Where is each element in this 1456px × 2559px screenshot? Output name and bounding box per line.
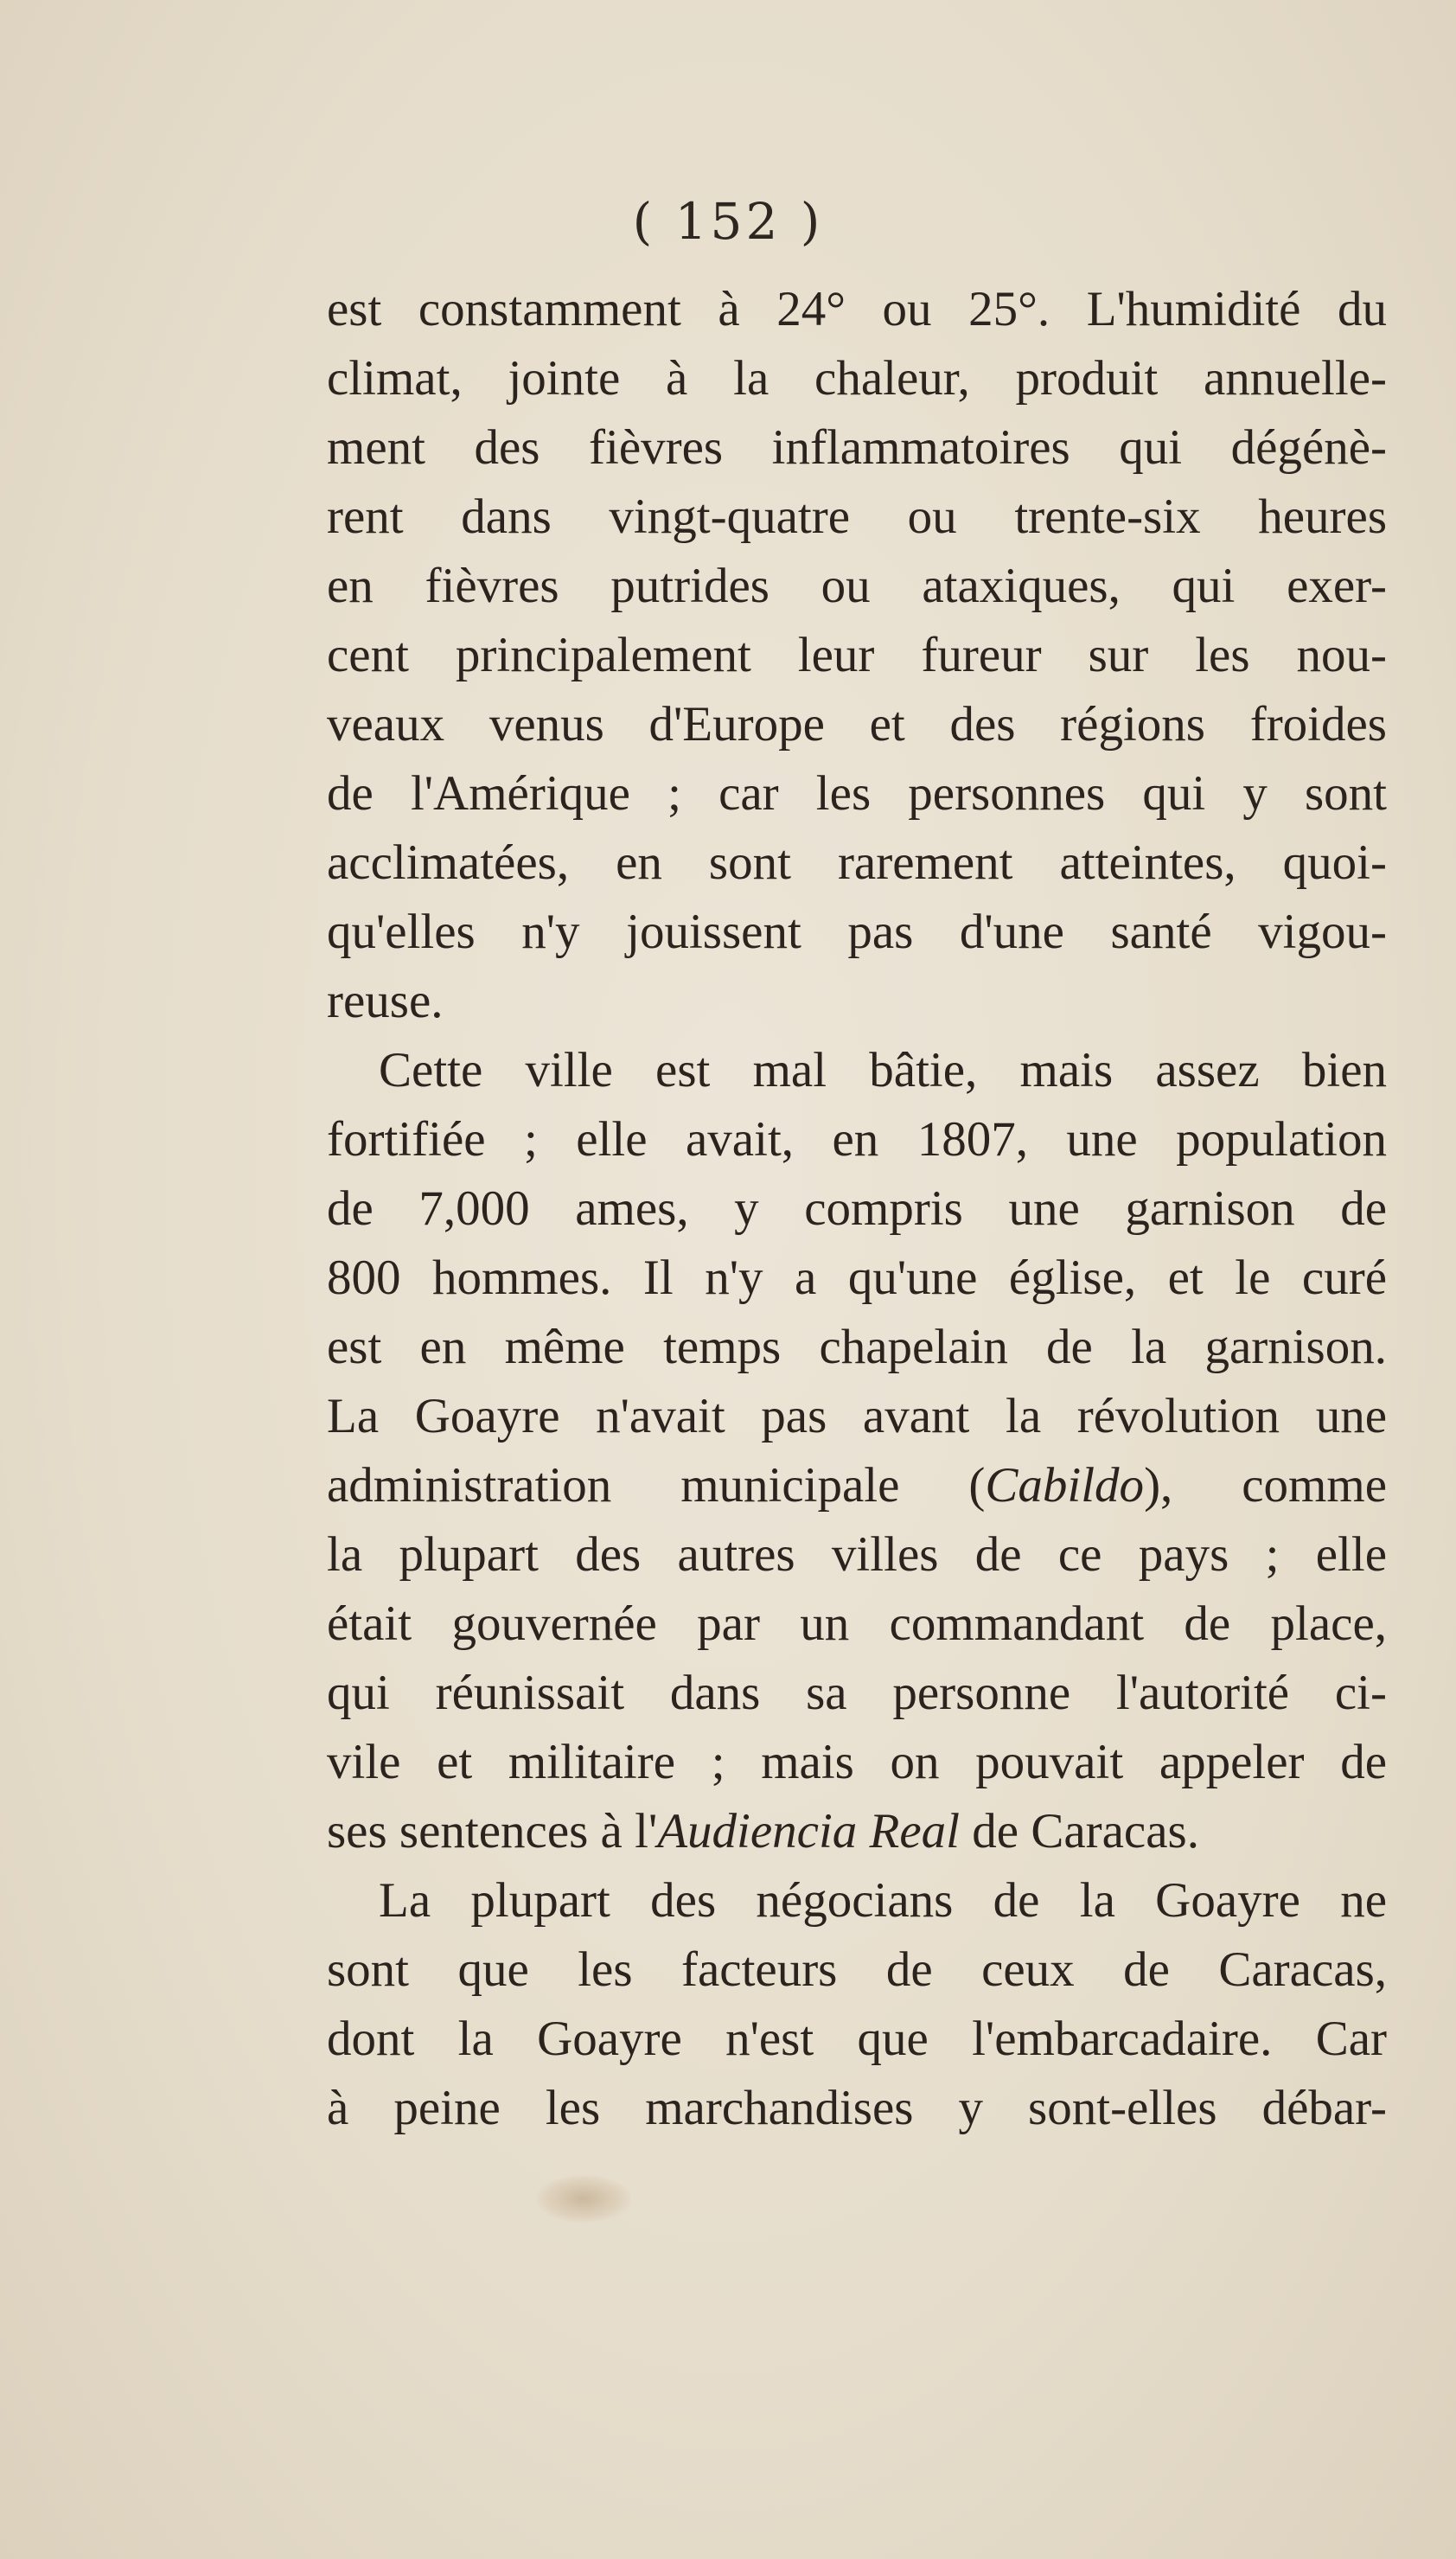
- text-line: ment des fièvres inflammatoires qui dégénè-: [327, 420, 1387, 475]
- text-line: de l'Amérique ; car les personnes qui y sont: [327, 766, 1387, 821]
- text-line-with-italic: [327, 1451, 1387, 1520]
- text-line-with-italic: [327, 1797, 1387, 1866]
- text-line: à peine les marchandises y sont-elles débar-: [327, 2081, 1387, 2135]
- text-line: qui réunissait dans sa personne l'autorité ci-: [327, 1666, 1387, 1720]
- text-line: de 7,000 ames, y compris une garnison de: [327, 1181, 1387, 1236]
- text-line: était gouvernée par un commandant de place,: [327, 1596, 1387, 1651]
- text-line: veaux venus d'Europe et des régions froides: [327, 697, 1387, 752]
- text-segment: de Caracas.: [960, 1804, 1199, 1858]
- text-line: est en même temps chapelain de la garnison.: [327, 1320, 1387, 1374]
- text-line: rent dans vingt-quatre ou trente-six heures: [327, 489, 1387, 544]
- text-line: qu'elles n'y jouissent pas d'une santé vigou-: [327, 905, 1387, 959]
- italic-term: Cabildo: [985, 1458, 1145, 1513]
- text-line: Cette ville est mal bâtie, mais assez bien: [379, 1043, 1387, 1097]
- text-segment: ), comme: [1144, 1458, 1387, 1513]
- body-text: [327, 275, 1387, 2143]
- text-line: vile et militaire ; mais on pouvait appeler de: [327, 1735, 1387, 1789]
- text-line: la plupart des autres villes de ce pays ; elle: [327, 1527, 1387, 1582]
- text-line: est constamment à 24° ou 25°. L'humidité du: [327, 282, 1387, 336]
- text-segment: ses sentences à l': [327, 1804, 658, 1858]
- text-line: reuse.: [327, 974, 444, 1028]
- text-line: en fièvres putrides ou ataxiques, qui exer-: [327, 559, 1387, 613]
- text-line: 800 hommes. Il n'y a qu'une église, et le curé: [327, 1251, 1387, 1305]
- text-segment: administration municipale (: [327, 1458, 986, 1513]
- text-line: La plupart des négocians de la Goayre ne: [379, 1873, 1387, 1928]
- paper-stain: [536, 2175, 631, 2223]
- text-line: acclimatées, en sont rarement atteintes, quoi-: [327, 835, 1387, 890]
- text-line: fortifiée ; elle avait, en 1807, une population: [327, 1112, 1387, 1167]
- text-line: dont la Goayre n'est que l'embarcadaire. Car: [327, 2012, 1387, 2066]
- italic-term: Audiencia Real: [657, 1804, 961, 1858]
- text-line: climat, jointe à la chaleur, produit annuelle-: [327, 351, 1387, 406]
- text-line: sont que les facteurs de ceux de Caracas,: [327, 1942, 1387, 1997]
- page-number: ( 152 ): [632, 192, 824, 251]
- text-line: cent principalement leur fureur sur les nou-: [327, 628, 1387, 682]
- text-line: La Goayre n'avait pas avant la révolution une: [327, 1389, 1387, 1443]
